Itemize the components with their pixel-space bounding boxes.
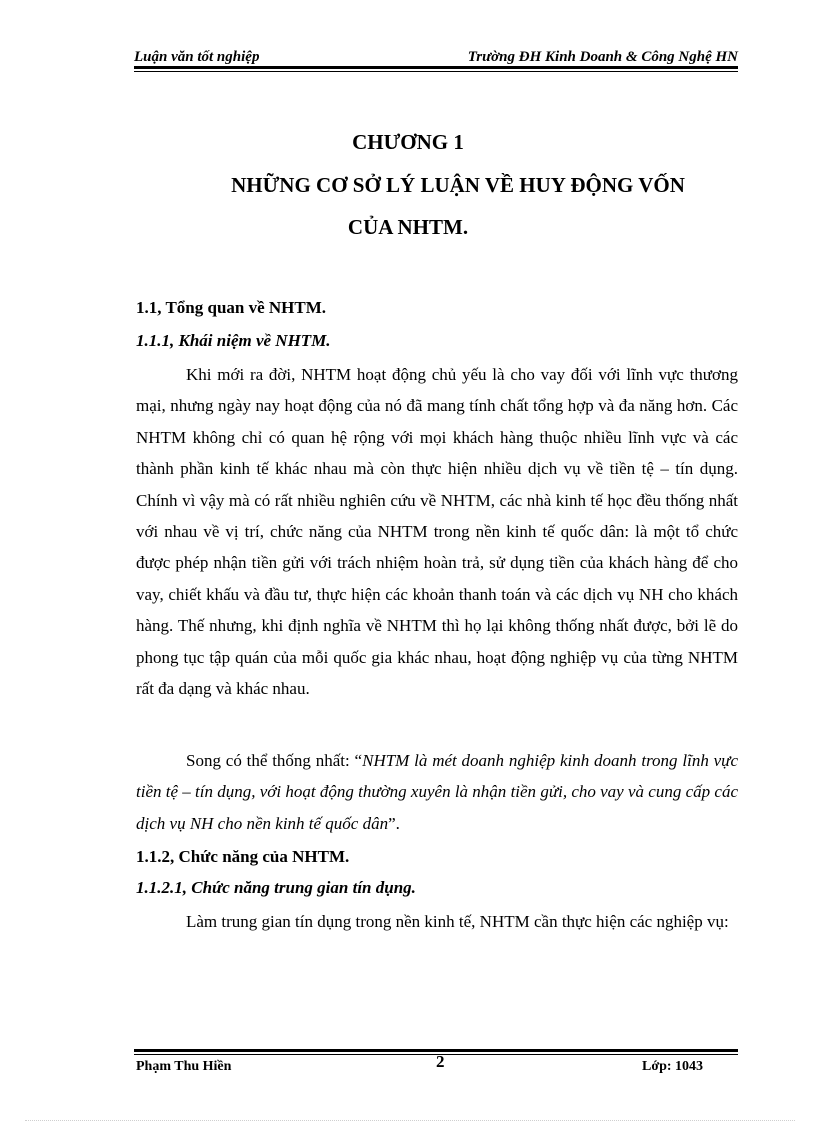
paragraph-quote: [136, 745, 738, 839]
page-number: 2: [436, 1052, 445, 1071]
footer-class: Lớp: 1043: [642, 1059, 704, 1074]
section-heading-1-1-2: 1.1.2, Chức năng của NHTM.: [136, 847, 350, 866]
chapter-title-line-2: CỦA NHTM.: [347, 215, 469, 239]
chapter-title-line-1: NHỮNG CƠ SỞ LÝ LUẬN VỀ HUY ĐỘNG VỐN: [231, 173, 685, 197]
quote-suffix: ”.: [388, 813, 400, 833]
footer-author: Phạm Thu Hiền: [136, 1059, 232, 1074]
page-break-divider: [25, 1120, 795, 1121]
header-rule-thick: [134, 66, 738, 69]
header-left-title: Luận văn tốt nghiệp: [134, 49, 260, 65]
section-heading-1-1-2-1: 1.1.2.1, Chức năng trung gian tín dụng.: [136, 878, 416, 897]
section-heading-1-1-1: 1.1.1, Khái niệm về NHTM.: [136, 331, 331, 350]
chapter-number: CHƯƠNG 1: [352, 130, 464, 154]
quote-text: NHTM là mét doanh nghiệp kinh doanh trong lĩnh vực tiền tệ – tín dụng, với hoạt động thường xuyên là nhận tiền gửi, cho vay và cung cấp các dịch vụ NH cho nền kinh tế quốc dân: [136, 751, 738, 833]
section-heading-1-1: 1.1, Tổng quan về NHTM.: [136, 298, 327, 317]
paragraph-definition: Khi mới ra đời, NHTM hoạt động chủ yếu là cho vay đối với lĩnh vực thương mại, nhưng ngày nay hoạt động của nó đã mang tính chất tổng hợp và đa năng hơn. Các NHTM không chỉ có quan hệ rộng với mọi khách hàng thuộc nhiều lĩnh vực và các thành phần kinh tế khác nhau mà còn thực hiện nhiều dịch vụ về tiền tệ – tín dụng. Chính vì vậy mà có rất nhiều nghiên cứu về NHTM, các nhà kinh tế học đều thống nhất với nhau về vị trí, chức năng của NHTM trong nền kinh tế quốc dân: là một tổ chức được phép nhận tiền gửi với trách nhiệm hoàn trả, sử dụng tiền của khách hàng để cho vay, chiết khấu và đầu tư, thực hiện các khoản thanh toán và các dịch vụ NH cho khách hàng. Thế nhưng, khi định nghĩa về NHTM thì họ lại không thống nhất được, bởi lẽ do phong tục tập quán của mỗi quốc gia khác nhau, hoạt động nghiệp vụ của từng NHTM rất đa dạng và khác nhau.: [136, 365, 738, 699]
paragraph-intermediary: Làm trung gian tín dụng trong nền kinh tế, NHTM cần thực hiện các nghiệp vụ:: [186, 912, 729, 931]
header-rule-thin: [134, 71, 738, 72]
quote-prefix: Song có thể thống nhất: “: [186, 751, 363, 770]
header-right-title: Trường ĐH Kinh Doanh & Công Nghệ HN: [467, 49, 738, 65]
